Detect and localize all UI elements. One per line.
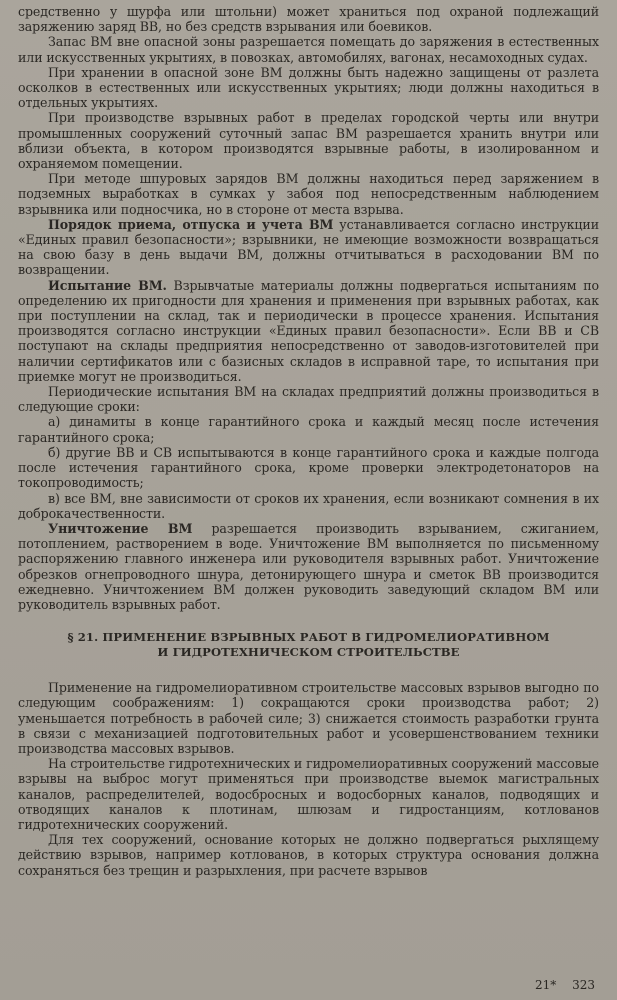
paragraph xyxy=(18,680,599,756)
paragraph xyxy=(18,832,599,878)
paragraph-text: а) динамиты в конце гарантийного срока и каждый месяц после истечения гарантийного срока; xyxy=(18,414,599,445)
paragraph xyxy=(18,110,599,171)
page-footer xyxy=(523,978,595,992)
paragraph-text: Для тех сооружений, основание которых не должно подвергаться рыхлящему действию взрывов, например котлованов, в которых структура основания должна сохраняться без трещин и разрыхления, при расчете взрывов xyxy=(18,832,599,878)
paragraph-text: средственно у шурфа или штольни) может храниться под охраной подлежащий заряжению заряд ВВ, но без средств взрывания или боевиков. xyxy=(18,4,599,35)
paragraph-text: Периодические испытания ВМ на складах предприятий должны производиться в следующие сроки: xyxy=(18,384,599,415)
section-heading-line-2: И ГИДРОТЕХНИЧЕСКОМ СТРОИТЕЛЬСТВЕ xyxy=(157,645,460,660)
paragraph-text: разрешается производить взрыванием, сжиганием, потоплением, растворением в воде. Уничтожение ВМ выполняется по письменному распоряжению главного инженера или руководителя взрывных работ. Уничтожение обрезков огнепроводного шнура, детонирующего шнура и сметок ВВ производится ежедневно. Уничтожением ВМ должен руководить заведующий складом ВМ или руководитель взрывных работ. xyxy=(18,520,599,612)
paragraph-bold-term: Уничтожение ВМ xyxy=(48,520,193,536)
paragraph xyxy=(18,4,599,34)
paragraph-text: На строительстве гидротехнических и гидромелиоративных сооружений массовые взрывы на выброс могут применяться при производстве выемок магистральных каналов, распределителей, водосбросных и водосборных каналов, подводящих и отводящих каналов к плотинам, шлюзам и гидростанциям, котлованов гидротехнических сооружений. xyxy=(18,756,599,832)
paragraph xyxy=(18,521,599,612)
paragraph xyxy=(18,65,599,111)
paragraph-bold-term: Испытание ВМ. xyxy=(48,277,167,293)
paragraph-text: При производстве взрывных работ в пределах городской черты или внутри промышленных сооружений суточный запас ВМ разрешается хранить внутри или вблизи объекта, в котором производятся взрывные работы, в изолированном и охраняемом помещении. xyxy=(18,110,599,172)
paragraph-text: в) все ВМ, вне зависимости от сроков их хранения, если возникают сомнения в их доброкачественности. xyxy=(18,490,599,521)
paragraph xyxy=(18,171,599,217)
top-text-block xyxy=(18,4,599,612)
paragraph-text: устанавливается согласно инструкции «Единых правил безопасности»; взрывники, не имеющие возможности возвращаться на свою базу в день выдачи ВМ, должны отчитываться в расходовании ВМ по возвращении. xyxy=(18,216,599,278)
paragraph xyxy=(18,278,599,384)
paragraph xyxy=(18,217,599,278)
paragraph-bold-term: Порядок приема, отпуска и учета ВМ xyxy=(48,216,334,232)
paragraph-text: При методе шпуровых зарядов ВМ должны находиться перед заряжением в подземных выработках в сумках у забоя под непосредственным наблюдением взрывника или подносчика, но в стороне от места взрыва. xyxy=(18,171,599,217)
page-number: 323 xyxy=(572,978,595,992)
section-heading xyxy=(18,630,599,660)
printer-signature: 21* xyxy=(534,978,557,992)
bottom-text-block xyxy=(18,680,599,878)
paragraph xyxy=(18,491,599,521)
paragraph-text: б) другие ВВ и СВ испытываются в конце гарантийного срока и каждые полгода после истечения гарантийного срока, кроме проверки электродетонаторов на токопроводимость; xyxy=(18,444,599,491)
paragraph xyxy=(18,384,599,414)
paragraph xyxy=(18,756,599,832)
book-page xyxy=(18,4,599,994)
paragraph xyxy=(18,34,599,64)
section-heading-line-1: § 21. ПРИМЕНЕНИЕ ВЗРЫВНЫХ РАБОТ В ГИДРОМЕЛИОРАТИВНОМ xyxy=(67,630,550,645)
paragraph-text: Применение на гидромелиоративном строительстве массовых взрывов выгодно по следующим соображениям: 1) сокращаются сроки производства работ; 2) уменьшается потребность в рабочей силе; 3) снижается стоимость разработки грунта в связи с механизацией подготовительных работ и усовершенствованием техники производства массовых взрывов. xyxy=(18,680,599,756)
paragraph-text: При хранении в опасной зоне ВМ должны быть надежно защищены от разлета осколков в естественных или искусственных укрытиях; люди должны находиться в отдельных укрытиях. xyxy=(18,64,599,111)
paragraph-text: Запас ВМ вне опасной зоны разрешается помещать до заряжения в естественных или искусственных укрытиях, в повозках, автомобилях, вагонах, несамоходных судах. xyxy=(18,34,599,65)
paragraph-text: Взрывчатые материалы должны подвергаться испытаниям по определению их пригодности для хранения и применения при взрывных работах, как при поступлении на склад, так и периодически в процессе хранения. Испытания производятся согласно инструкции «Единых правил безопасности». Если ВВ и СВ поступают на склады предприятия непосредственно от заводов-изготовителей при наличии сертификатов или с базисных складов в исправной таре, то испытания при приемке могут не производиться. xyxy=(18,277,599,384)
paragraph xyxy=(18,445,599,491)
paragraph xyxy=(18,414,599,444)
